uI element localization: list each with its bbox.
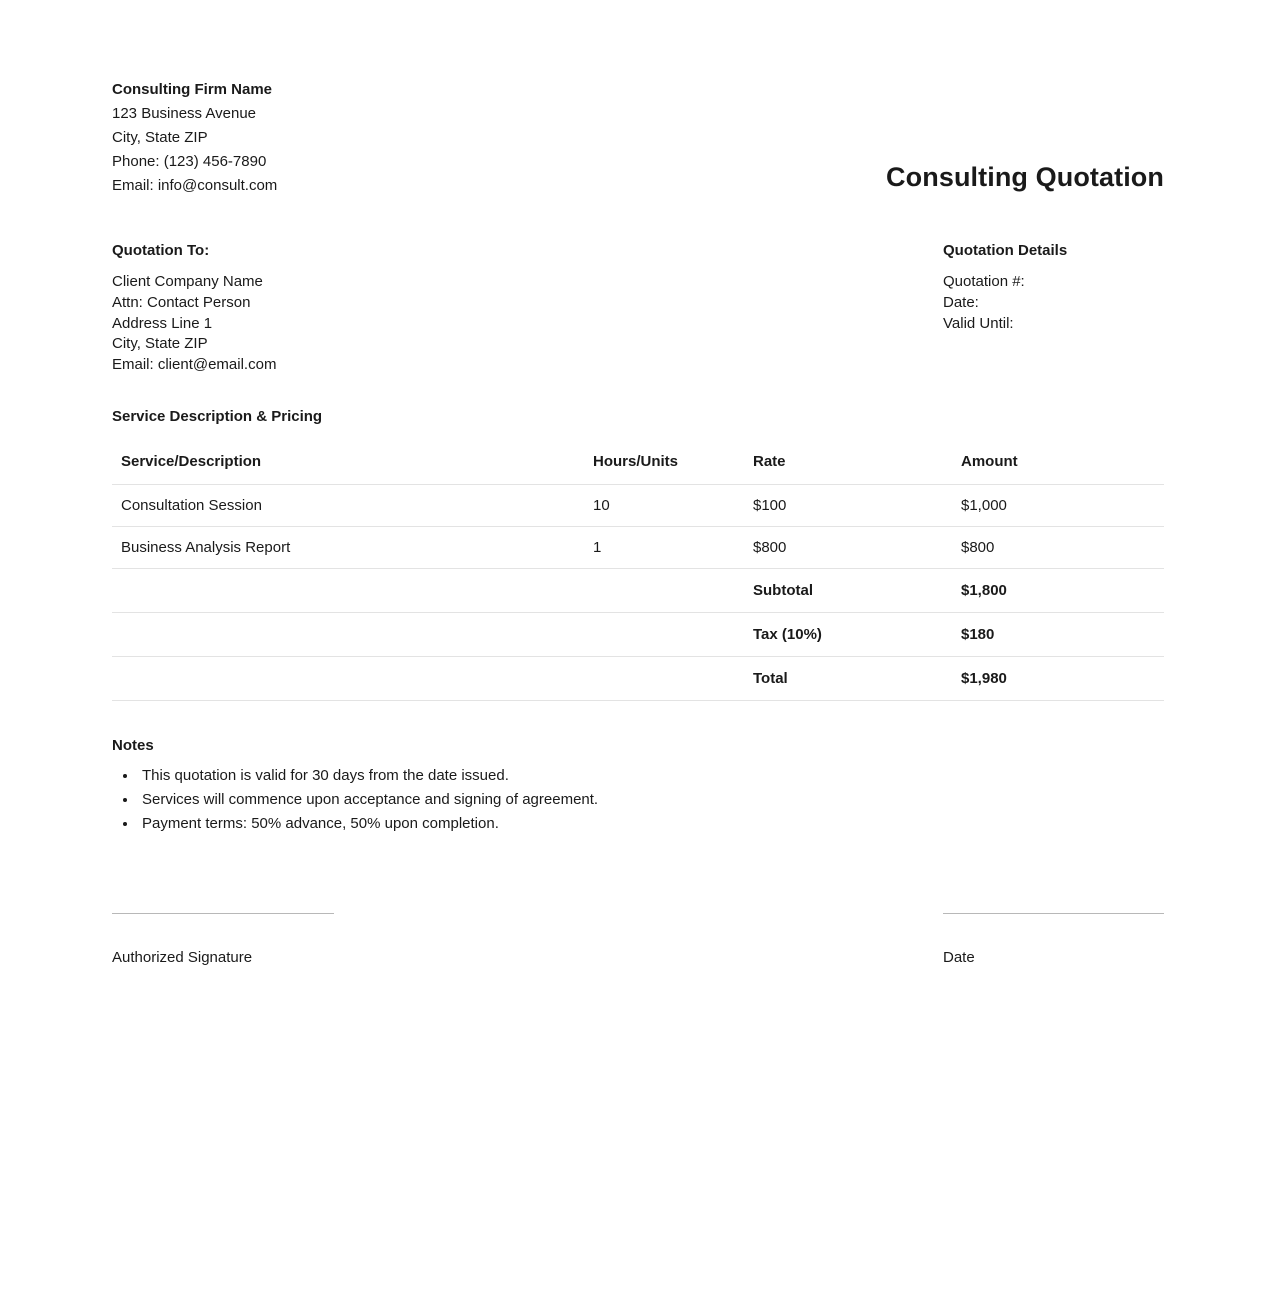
column-header-amount: Amount xyxy=(961,441,1164,485)
subtotal-label: Subtotal xyxy=(753,569,961,613)
total-value: $1,980 xyxy=(961,657,1164,701)
table-header-row xyxy=(112,441,1164,485)
firm-name: Consulting Firm Name xyxy=(112,81,273,98)
notes-list xyxy=(112,764,1164,835)
firm-address-line-2: City, State ZIP xyxy=(112,129,208,146)
row-amount: $1,000 xyxy=(961,485,1164,527)
page-title: Consulting Quotation xyxy=(886,162,1164,192)
firm-phone: Phone: (123) 456-7890 xyxy=(112,153,267,170)
client-address-line-1: Address Line 1 xyxy=(112,314,213,332)
tax-row xyxy=(112,613,1164,657)
table-row xyxy=(112,527,1164,569)
total-row xyxy=(112,657,1164,701)
signature-section xyxy=(112,913,1164,1003)
date-label: Date xyxy=(943,949,975,967)
date-signature-block xyxy=(943,913,1164,966)
list-item: • Payment terms: 50% advance, 50% upon completion. xyxy=(138,812,1164,836)
parties-section xyxy=(112,242,1164,372)
list-item: • This quotation is valid for 30 days from the date issued. xyxy=(138,764,1164,788)
signature-line xyxy=(112,913,334,914)
authorized-signature-block xyxy=(112,913,334,966)
subtotal-value: $1,800 xyxy=(961,569,1164,613)
spacer-cell xyxy=(593,613,753,657)
authorized-signature-label: Authorized Signature xyxy=(112,949,253,967)
client-company-name: Client Company Name xyxy=(112,273,263,290)
quotation-details-block xyxy=(943,242,1273,334)
date-line xyxy=(943,913,1164,914)
notes-heading: Notes xyxy=(112,737,154,754)
row-hours: 10 xyxy=(593,485,753,527)
tax-label: Tax (10%) xyxy=(753,613,961,657)
quotation-date-field: Date: xyxy=(943,293,979,311)
row-rate: $100 xyxy=(753,485,961,527)
tax-value: $180 xyxy=(961,613,1164,657)
row-hours: 1 xyxy=(593,527,753,569)
column-header-rate: Rate xyxy=(753,441,961,485)
row-amount: $800 xyxy=(961,527,1164,569)
spacer-cell xyxy=(112,657,593,701)
client-email: Email: client@email.com xyxy=(112,356,277,374)
spacer-cell xyxy=(593,657,753,701)
column-header-hours: Hours/Units xyxy=(593,441,753,485)
spacer-cell xyxy=(593,569,753,613)
quotation-number-field: Quotation #: xyxy=(943,273,1025,290)
firm-email: Email: info@consult.com xyxy=(112,177,278,194)
client-city-state-zip: City, State ZIP xyxy=(112,335,208,353)
table-row xyxy=(112,485,1164,527)
quotation-to-heading: Quotation To: xyxy=(112,242,210,259)
column-header-description: Service/Description xyxy=(112,441,593,485)
row-description: Business Analysis Report xyxy=(112,527,593,569)
row-rate: $800 xyxy=(753,527,961,569)
quotation-details-heading: Quotation Details xyxy=(943,242,1068,259)
total-label: Total xyxy=(753,657,961,701)
firm-address-line-1: 123 Business Avenue xyxy=(112,105,257,122)
services-table xyxy=(112,441,1164,701)
quotation-valid-until-field: Valid Until: xyxy=(943,314,1014,332)
list-item: • Services will commence upon acceptance and signing of agreement. xyxy=(138,788,1164,812)
client-contact-person: Attn: Contact Person xyxy=(112,293,251,311)
quotation-to-block xyxy=(112,242,672,376)
spacer-cell xyxy=(112,613,593,657)
document-header xyxy=(112,78,1164,204)
services-section-heading: Service Description & Pricing xyxy=(112,408,323,425)
subtotal-row xyxy=(112,569,1164,613)
spacer-cell xyxy=(112,569,593,613)
row-description: Consultation Session xyxy=(112,485,593,527)
